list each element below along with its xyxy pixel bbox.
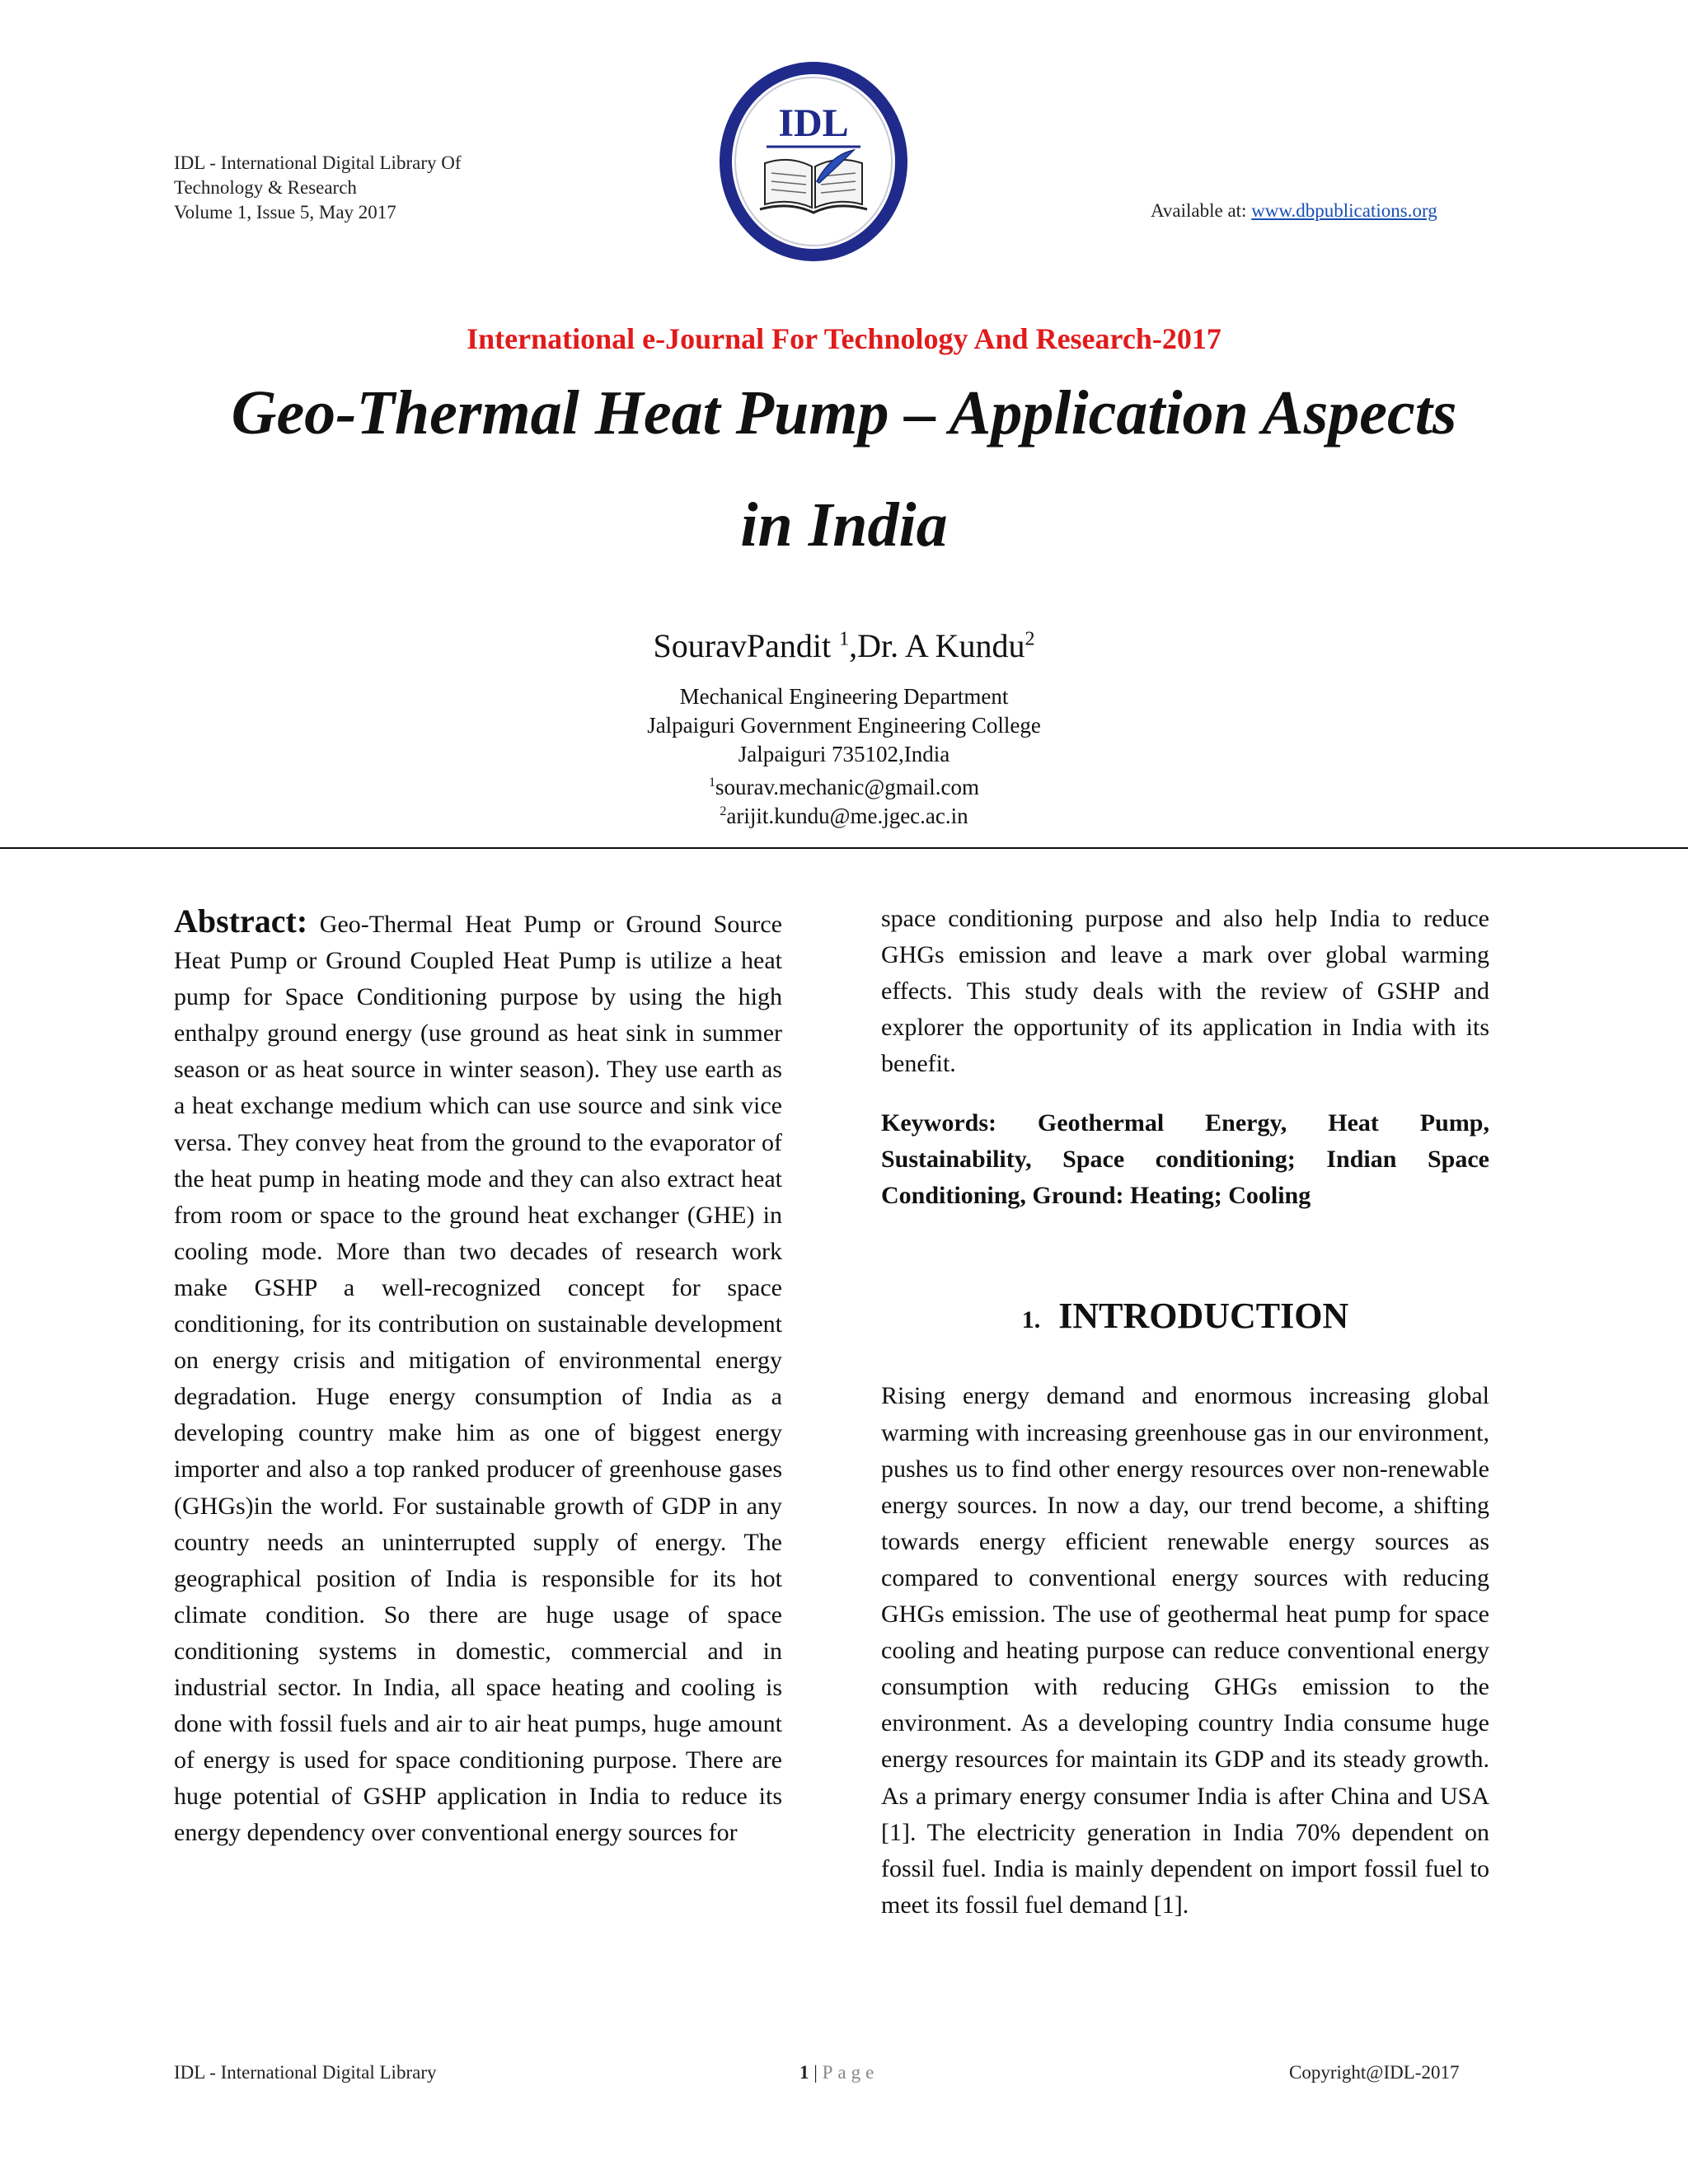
author-2-affiliation-mark: 2	[1025, 628, 1035, 650]
email-1-mark: 1	[708, 776, 715, 790]
publisher-line-2: Technology & Research	[174, 177, 357, 198]
page-separator: |	[809, 2062, 823, 2083]
affiliation-college: Jalpaiguri Government Engineering College	[647, 713, 1041, 738]
abstract-continuation: space conditioning purpose and also help India to reduce GHGs emission and leave a mark over global warming effects. This study deals with the review of GSHP and explorer the opportunity of its application in India with its benefit.	[881, 905, 1489, 1078]
abstract-label: Abstract:	[174, 902, 308, 940]
author-list	[0, 626, 1688, 665]
affiliation-department: Mechanical Engineering Department	[679, 684, 1009, 709]
email-2-mark: 2	[720, 804, 727, 818]
logo-text: IDL	[778, 101, 849, 145]
available-label: Available at:	[1151, 200, 1252, 221]
email-1-text: sourav.mechanic@gmail.com	[715, 775, 979, 799]
footer-copyright: Copyright@IDL-2017	[1289, 2062, 1460, 2083]
footer-library: IDL - International Digital Library	[174, 2062, 437, 2083]
author-1-affiliation-mark: 1	[839, 628, 850, 650]
author-2: Dr. A Kundu	[857, 627, 1025, 664]
author-1: SouravPandit	[653, 627, 832, 664]
introduction-text: Rising energy demand and enormous increasing global warming with increasing greenhouse gas in our environment, pushes us to find other energy resources over non-renewable energy sources. In now a day, our trend become, a shifting towards energy efficient renewable energy sources as compared to conventional energy sources with reducing GHGs emission. The use of geothermal heat pump for space cooling and heating purpose can reduce conventional energy consumption with reducing GHGs emission to the environment. As a developing country India consume huge energy resources for maintain its GDP and its steady growth. As a primary energy consumer India is after China and USA [1]. The electricity generation in India 70% dependent on fossil fuel. India is mainly dependent on import fossil fuel to meet its fossil fuel demand [1].	[881, 1382, 1489, 1919]
volume-issue: Volume 1, Issue 5, May 2017	[174, 202, 396, 223]
section-title: INTRODUCTION	[1058, 1296, 1349, 1337]
abstract-text: Geo-Thermal Heat Pump or Ground Source Heat Pump or Ground Coupled Heat Pump is utilize a heat pump for Space Conditioning purpose by using the high enthalpy ground energy (use ground as heat sink in summer season or as heat source in winter season). They use earth as a heat exchange medium which can use source and sink vice versa. They convey heat from the ground to the evaporator of the heat pump in heating mode and they can also extract heat from room or space to the ground heat exchanger (GHE) in cooling mode. More than two decades of research work make GSHP a well-recognized concept for space conditioning, for its contribution on sustainable development on energy crisis and mitigation of environmental energy degradation. Huge energy consumption of India as a developing country make him as one of biggest energy importer and also a top ranked producer of greenhouse gases (GHGs)in the world. For sustainable growth of GDP in any country needs an uninterrupted supply of energy. The geographical position of India is responsible for its hot climate condition. So there are huge usage of space conditioning systems in domestic, commercial and in industrial sector. In India, all space heating and cooling is done with fossil fuels and air to air heat pumps, huge amount of energy is used for space conditioning purpose. There are huge potential of GSHP application in India to reduce its energy dependency over conventional energy sources for	[174, 911, 782, 1847]
header-divider	[0, 847, 1688, 849]
idl-logo	[715, 58, 912, 265]
author-separator: ,	[849, 627, 858, 664]
section-heading-introduction	[881, 1295, 1489, 1342]
journal-name: International e-Journal For Technology And Research-2017	[467, 322, 1221, 355]
author-2-email	[0, 798, 1688, 830]
email-2-text: arijit.kundu@me.jgec.ac.in	[726, 804, 968, 828]
section-number: 1.	[1021, 1306, 1041, 1334]
availability-note	[1151, 200, 1437, 222]
paper-title-line-1: Geo-Thermal Heat Pump – Application Aspects	[231, 378, 1457, 448]
keywords: Keywords: Geothermal Energy, Heat Pump, Sustainability, Space conditioning; Indian Space Conditioning, Ground: Heating; Cooling	[881, 1109, 1489, 1210]
author-1-email	[0, 769, 1688, 801]
paper-title-line-2: in India	[740, 490, 948, 560]
footer-page-number	[799, 2062, 879, 2083]
page-label: Page	[822, 2062, 879, 2083]
publisher-line-1: IDL - International Digital Library Of	[174, 152, 462, 173]
right-column	[881, 901, 1489, 1924]
publication-website-link[interactable]: www.dbpublications.org	[1251, 200, 1437, 221]
abstract-column	[174, 903, 782, 1851]
page-number: 1	[799, 2062, 809, 2083]
affiliation-city: Jalpaiguri 735102,India	[738, 742, 950, 766]
